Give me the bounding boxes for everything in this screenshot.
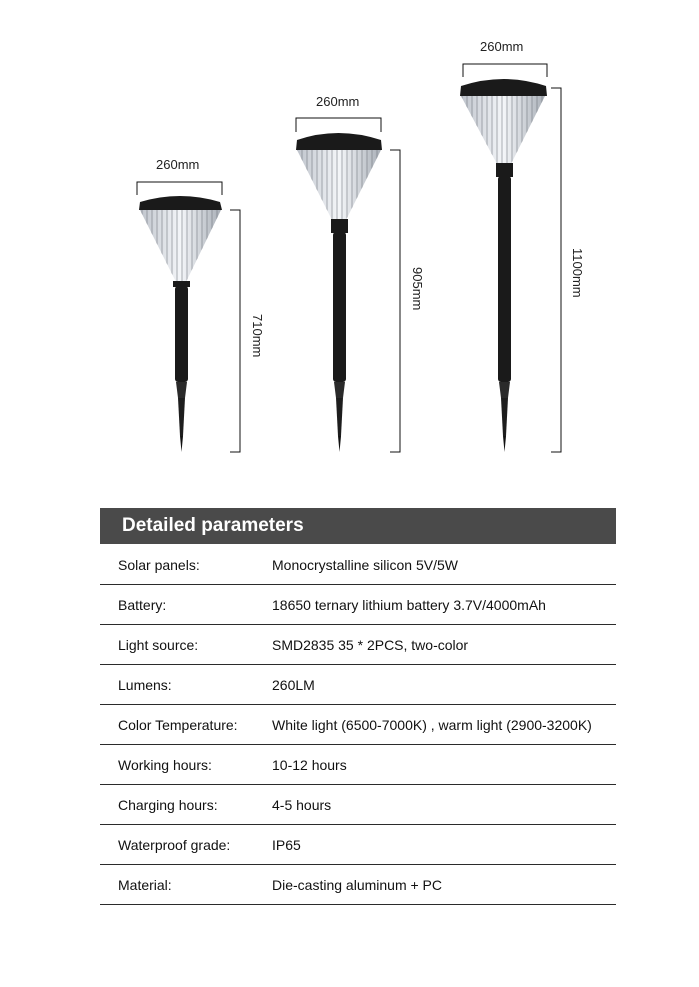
table-row (100, 785, 616, 825)
table-row (100, 585, 616, 625)
small-width-label: 260mm (156, 157, 200, 172)
table-row (100, 625, 616, 665)
table-row (100, 705, 616, 745)
param-value: Monocrystalline silicon 5V/5W (272, 545, 616, 585)
table-row (100, 665, 616, 705)
table-row (100, 825, 616, 865)
medium-height-label: 905mm (410, 267, 425, 311)
param-value: Die-casting aluminum + PC (272, 865, 616, 905)
param-value: SMD2835 35 * 2PCS, two-color (272, 625, 616, 665)
medium-width-label: 260mm (316, 94, 360, 109)
large-height-label: 1100mm (570, 248, 585, 298)
param-label: Battery: (100, 585, 272, 625)
param-label: Color Temperature: (100, 705, 272, 745)
table-row (100, 865, 616, 905)
param-value: 4-5 hours (272, 785, 616, 825)
large-width-label: 260mm (480, 39, 524, 54)
param-value: IP65 (272, 825, 616, 865)
lamp-illustration (0, 0, 699, 470)
param-label: Light source: (100, 625, 272, 665)
product-dimension-figure (0, 0, 699, 470)
lamp-medium (296, 118, 400, 452)
table-row (100, 545, 616, 585)
table-row (100, 745, 616, 785)
param-label: Solar panels: (100, 545, 272, 585)
param-label: Material: (100, 865, 272, 905)
param-value: 18650 ternary lithium battery 3.7V/4000mAh (272, 585, 616, 625)
param-value: White light (6500-7000K) , warm light (2900-3200K) (272, 705, 616, 745)
param-value: 260LM (272, 665, 616, 705)
small-height-label: 710mm (250, 314, 265, 358)
param-value: 10-12 hours (272, 745, 616, 785)
param-label: Lumens: (100, 665, 272, 705)
param-label: Waterproof grade: (100, 825, 272, 865)
param-label: Working hours: (100, 745, 272, 785)
parameters-table (100, 545, 616, 905)
lamp-small (137, 182, 240, 452)
lamp-large (460, 64, 561, 452)
param-label: Charging hours: (100, 785, 272, 825)
section-header: Detailed parameters (100, 508, 616, 544)
